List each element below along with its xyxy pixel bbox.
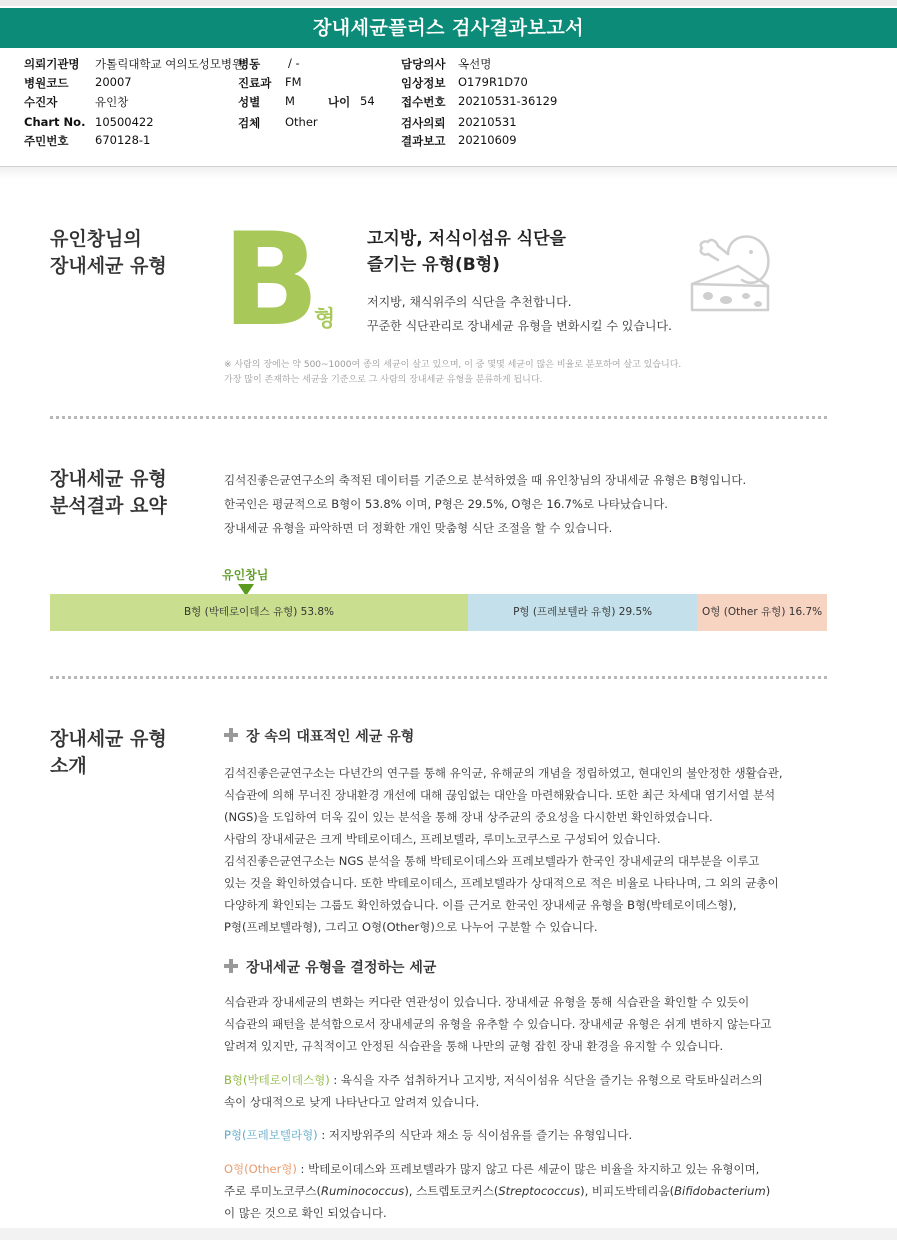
top-strip: [0, 0, 897, 6]
type-footnote-line: ※ 사람의 장에는 약 500~1000여 종의 세균이 살고 있으며, 이 중 몇몇 세균이 많은 비율로 분포하여 살고 있습니다.: [224, 360, 682, 370]
paragraph-line: 있는 것을 확인하였습니다. 또한 박테로이데스, 프레보텔라가 상대적으로 적은 비율로 나타나며, 그 외의 균총이: [224, 876, 779, 890]
label-specimen: 검체: [238, 116, 261, 130]
bottom-strip: [0, 1228, 897, 1240]
paragraph-line: 식습관에 의해 무너진 장내환경 개선에 대해 끊임없는 대안을 마련해왔습니다. 또한 최근 차세대 염기서열 분석: [224, 788, 776, 802]
section-title-line: 장내세균 유형: [50, 728, 167, 750]
value-clinical-info: O179R1D70: [458, 75, 528, 89]
value-chart-no: 10500422: [95, 115, 154, 129]
label-chart-no: Chart No.: [24, 115, 86, 129]
paragraph-line: (NGS)을 도입하여 더욱 깊이 있는 분석을 통해 장내 상주균의 중요성을 다시한번 확인하였습니다.: [224, 810, 713, 824]
type-letter-suffix: 형: [314, 307, 336, 332]
type-distribution-bar: [50, 594, 827, 631]
section-title-line: 분석결과 요약: [50, 495, 167, 517]
header-row: [0, 133, 897, 149]
label-resident-no: 주민번호: [24, 134, 69, 148]
value-specimen: Other: [285, 115, 318, 129]
type-footnote-line: 가장 많이 존재하는 세균을 기준으로 그 사람의 장내세균 유형을 분류하게 됩니다.: [224, 375, 543, 385]
header-row: [0, 115, 897, 131]
paragraph-line: [224, 1124, 632, 1146]
label-institution: 의뢰기관명: [24, 57, 80, 71]
section-title-line: 장내세균 유형: [50, 255, 167, 277]
paragraph-line: 속이 상대적으로 낮게 나타난다고 알려져 있습니다.: [224, 1095, 480, 1109]
value-test-request: 20210531: [458, 115, 517, 129]
value-receipt-no: 20210531-36129: [458, 94, 558, 108]
text-fragment: ): [765, 1184, 771, 1198]
scientific-name: Streptococcus: [498, 1184, 581, 1198]
paragraph-line: [224, 1180, 770, 1202]
type-headline: [367, 226, 566, 278]
label-doctor: 담당의사: [401, 57, 446, 71]
label-test-request: 검사의뢰: [401, 116, 446, 130]
paragraph-line: [224, 1069, 763, 1091]
subsection-heading-text: 장내세균 유형을 결정하는 세균: [246, 960, 437, 976]
paragraph-line: 알려져 있지만, 규칙적이고 안정된 식습관을 통해 나만의 균형 잡힌 장내 환경을 유지할 수 있습니다.: [224, 1039, 724, 1053]
label-age: 나이: [328, 95, 351, 109]
type-p-description: [224, 1124, 632, 1146]
subsection-heading: [224, 958, 436, 978]
type-headline-line: 즐기는 유형(B형): [367, 255, 500, 275]
type-p-name: P형(프레보텔라형): [224, 1128, 318, 1142]
type-b-description: [224, 1069, 763, 1113]
section-summary-title: [50, 466, 167, 520]
value-patient: 유인창: [95, 95, 129, 109]
paragraph-line: 식습관과 장내세균의 변화는 커다란 연관성이 있습니다. 장내세균 유형을 통해 식습관을 확인할 수 있듯이: [224, 995, 750, 1009]
scientific-name: Ruminococcus: [321, 1184, 405, 1198]
type-b-name: B형(박테로이데스형): [224, 1073, 330, 1087]
summary-line: 김석진좋은균연구소의 축적된 데이터를 기준으로 분석하였을 때 유인창님의 장내세균 유형은 B형입니다.: [224, 473, 747, 487]
section-type-title: [50, 226, 167, 280]
subsection-paragraph: [224, 991, 771, 1057]
paragraph-line: 다양하게 확인되는 그룹도 확인하였습니다. 이를 근거로 한국인 장내세균 유형을 B형(박테로이데스형),: [224, 898, 737, 912]
type-description-line: 저지방, 채식위주의 식단을 추천합니다.: [367, 295, 572, 309]
section-divider: [50, 416, 827, 419]
paragraph-line: 사람의 장내세균은 크게 박테로이데스, 프레보텔라, 루미노코쿠스로 구성되어 있습니다.: [224, 832, 661, 846]
header-row: [0, 56, 897, 72]
value-ward: / -: [288, 56, 300, 70]
value-sex: M: [285, 94, 295, 108]
value-institution: 가톨릭대학교 여의도성모병원: [95, 57, 244, 71]
section-title-line: 장내세균 유형: [50, 468, 167, 490]
plus-icon: [224, 728, 238, 742]
text-fragment: 주로 루미노코쿠스(: [224, 1184, 322, 1198]
subsection-paragraph: [224, 762, 783, 938]
type-description: [367, 290, 672, 338]
type-description-line: 꾸준한 식단관리로 장내세균 유형을 변화시킬 수 있습니다.: [367, 319, 672, 333]
text-fragment: ), 스트렙토코커스(: [404, 1184, 499, 1198]
section-divider: [50, 676, 827, 679]
type-b-text: : 육식을 자주 섭취하거나 고지방, 저식이섬유 식단을 즐기는 유형으로 락토바실러스의: [329, 1073, 763, 1087]
label-receipt-no: 접수번호: [401, 95, 446, 109]
value-resident-no: 670128-1: [95, 133, 151, 147]
header-shadow: [0, 167, 897, 179]
label-patient: 수진자: [24, 95, 58, 109]
type-letter: B: [222, 206, 320, 355]
label-department: 진료과: [238, 76, 272, 90]
type-o-text: : 박테로이데스와 프레보텔라가 많지 않고 다른 세균이 많은 비율을 차지하고 있는 유형이며,: [296, 1162, 760, 1176]
paragraph-line: 김석진좋은균연구소는 NGS 분석을 통해 박테로이데스와 프레보텔라가 한국인 장내세균의 대부분을 이루고: [224, 854, 760, 868]
type-o-description: [224, 1158, 770, 1224]
summary-line: 한국인은 평균적으로 B형이 53.8% 이며, P형은 29.5%, O형은 16.7%로 나타났습니다.: [224, 497, 668, 511]
section-title-line: 소개: [50, 755, 87, 777]
paragraph-line: P형(프레보텔라형), 그리고 O형(Other형)으로 나누어 구분할 수 있습니다.: [224, 920, 598, 934]
paragraph-line: 이 많은 것으로 확인 되었습니다.: [224, 1206, 387, 1220]
bar-segment-b: B형 (박테로이데스 유형) 53.8%: [50, 594, 468, 631]
value-doctor: 옥선명: [458, 57, 492, 71]
cheese-drumstick-icon: [688, 224, 776, 316]
bar-segment-p: P형 (프레보텔라 유형) 29.5%: [468, 594, 697, 631]
header-row: [0, 94, 897, 110]
report-title: 장내세균플러스 검사결과보고서: [0, 8, 897, 48]
type-p-text: : 저지방위주의 식단과 채소 등 식이섬유를 즐기는 유형입니다.: [317, 1128, 633, 1142]
patient-info-header: [0, 56, 897, 166]
paragraph-line: 김석진좋은균연구소는 다년간의 연구를 통해 유익균, 유해균의 개념을 정립하였고, 현대인의 불안정한 생활습관,: [224, 766, 783, 780]
section-title-line: 유인창님의: [50, 228, 142, 250]
subsection-heading: [224, 727, 414, 747]
plus-icon: [224, 959, 238, 973]
type-footnote: [224, 358, 681, 388]
label-result-report: 결과보고: [401, 134, 446, 148]
header-row: [0, 75, 897, 91]
label-sex: 성별: [238, 95, 261, 109]
label-ward: 병동: [238, 57, 261, 71]
paragraph-line: [224, 1158, 770, 1180]
section-intro-title: [50, 726, 167, 780]
patient-marker-label: 유인창님: [222, 568, 269, 582]
summary-line: 장내세균 유형을 파악하면 더 정확한 개인 맞춤형 식단 조절을 할 수 있습니다.: [224, 521, 613, 535]
value-hospital-code: 20007: [95, 75, 132, 89]
label-hospital-code: 병원코드: [24, 76, 69, 90]
paragraph-line: 식습관의 패턴을 분석함으로서 장내세균의 유형을 유추할 수 있습니다. 장내세균 유형은 쉬게 변하지 않는다고: [224, 1017, 772, 1031]
scientific-name: Bifidobacterium: [674, 1184, 766, 1198]
subsection-heading-text: 장 속의 대표적인 세균 유형: [246, 729, 415, 745]
text-fragment: ), 비피도박테리움(: [580, 1184, 675, 1198]
label-clinical-info: 임상정보: [401, 76, 446, 90]
summary-text: [224, 468, 746, 540]
type-headline-line: 고지방, 저식이섬유 식단을: [367, 229, 566, 249]
value-result-report: 20210609: [458, 133, 517, 147]
value-department: FM: [285, 75, 302, 89]
type-o-name: O형(Other형): [224, 1162, 297, 1176]
bar-segment-o: O형 (Other 유형) 16.7%: [697, 594, 827, 631]
value-age: 54: [360, 94, 375, 108]
